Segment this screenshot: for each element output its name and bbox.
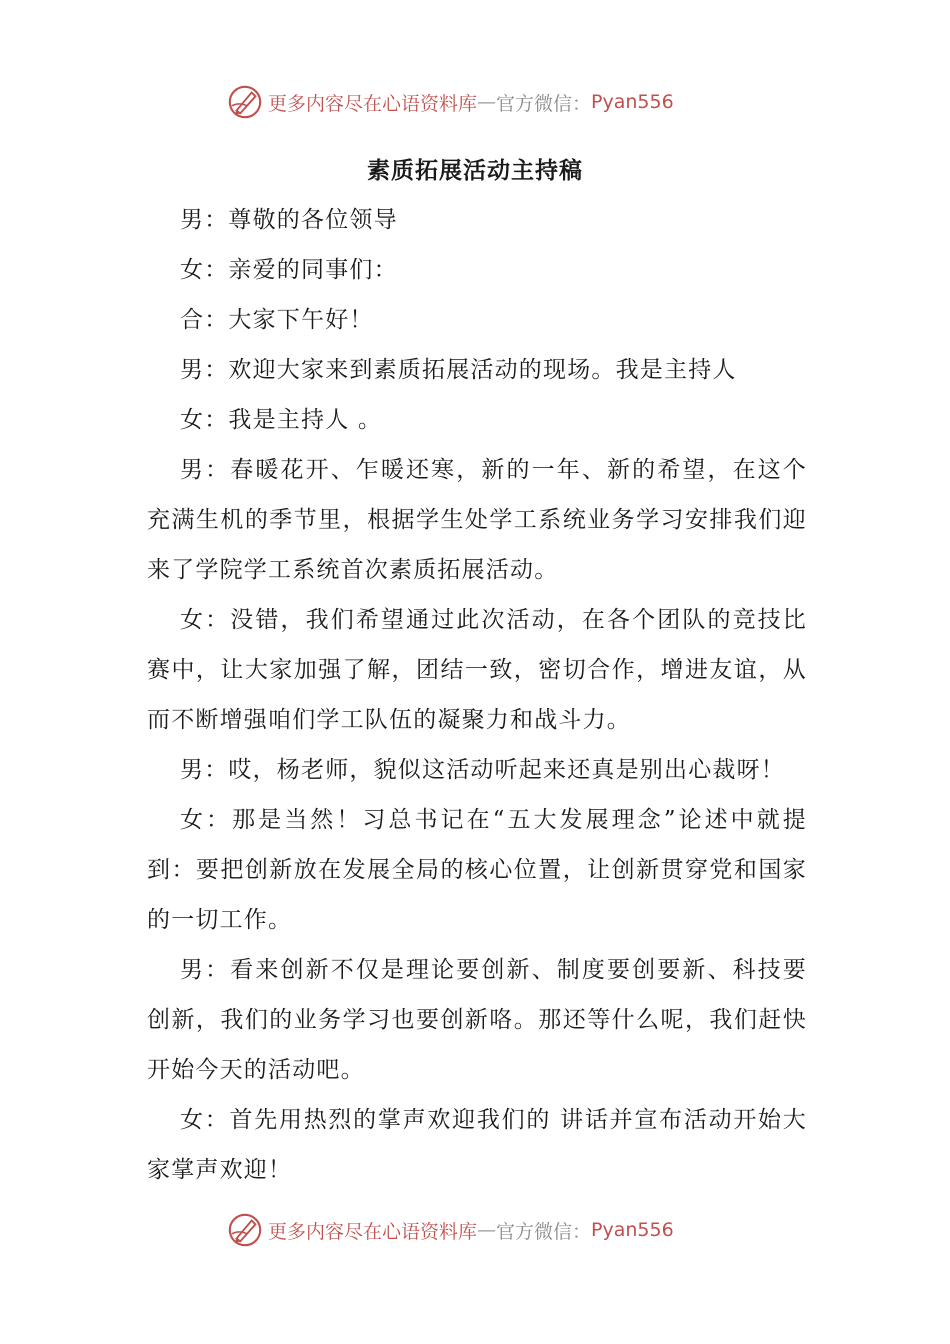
banner-dash: —	[477, 91, 497, 113]
paragraph: 男：春暖花开、乍暖还寒，新的一年、新的希望，在这个充满生机的季节里，根据学生处学工系统业务学习安排我们迎来了学院学工系统首次素质拓展活动。	[147, 457, 807, 583]
banner-wechat-id: Pyan556	[591, 91, 674, 113]
paragraph: 合：大家下午好！	[180, 307, 374, 333]
paragraph: 男：欢迎大家来到素质拓展活动的现场。我是主持人	[180, 357, 737, 383]
paragraph: 男：看来创新不仅是理论要创新、制度要创要新、科技要创新，我们的业务学习也要创新咯。那还等什么呢，我们赶快开始今天的活动吧。	[147, 957, 807, 1083]
paragraph: 男：哎，杨老师，貌似这活动听起来还真是别出心裁呀！	[180, 757, 785, 783]
watermark-banner-top	[226, 82, 746, 122]
paragraph: 男：尊敬的各位领导	[180, 207, 398, 233]
paragraph: 女：亲爱的同事们：	[180, 257, 398, 283]
banner-wechat-id: Pyan556	[591, 1219, 674, 1241]
banner-main-text: 更多内容尽在心语资料库	[268, 92, 478, 115]
watermark-banner-bottom	[226, 1210, 746, 1250]
paragraph: 女：我是主持人 。	[180, 407, 383, 433]
pen-circle-logo-icon	[226, 83, 264, 121]
paragraph: 女：首先用热烈的掌声欢迎我们的 讲话并宣布活动开始大家掌声欢迎！	[147, 1107, 807, 1183]
banner-dash: —	[477, 1219, 497, 1241]
banner-wechat-label: 官方微信：	[496, 1220, 592, 1243]
pen-circle-logo-icon	[226, 1211, 264, 1249]
document-title: 素质拓展活动主持稿	[367, 158, 583, 184]
banner-main-text: 更多内容尽在心语资料库	[268, 1220, 478, 1243]
paragraph: 女：没错，我们希望通过此次活动，在各个团队的竞技比赛中，让大家加强了解，团结一致，密切合作，增进友谊，从而不断增强咱们学工队伍的凝聚力和战斗力。	[147, 607, 807, 733]
document-body	[147, 195, 807, 1195]
banner-wechat-label: 官方微信：	[496, 92, 592, 115]
paragraph: 女：那是当然！习总书记在“五大发展理念”论述中就提到：要把创新放在发展全局的核心位置，让创新贯穿党和国家的一切工作。	[147, 807, 807, 933]
